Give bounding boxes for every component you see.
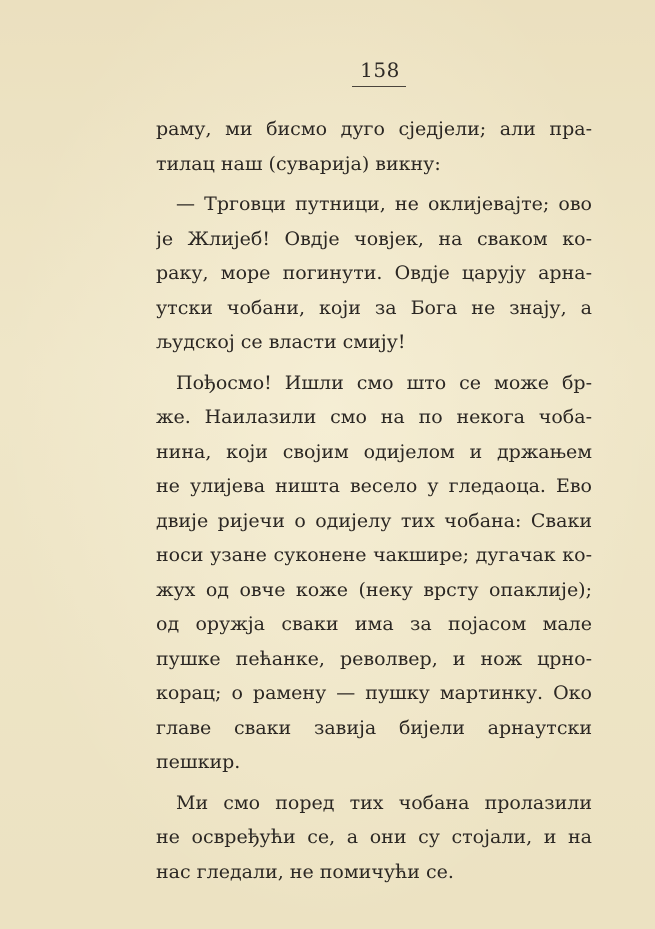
text-line: двије ријечи о одијелу тих чобана: Сваки xyxy=(156,509,592,532)
text-line: утски чобани, који за Бога не знају, а xyxy=(156,296,592,319)
text-line: пешкир. xyxy=(156,751,241,773)
text-line: од оружја сваки има за појасом мале xyxy=(156,613,592,635)
text-line: раку, море погинути. Овдје царују арна- xyxy=(156,262,592,284)
text-line: не освређући се, а они су стојали, и на xyxy=(156,826,592,848)
text-line: корац; о рамену — пушку мартинку. Око xyxy=(156,682,592,704)
text-line: нина, који својим одијелом и држањем xyxy=(156,440,592,463)
body-text xyxy=(156,112,592,889)
text-line: пушке пећанке, револвер, и нож црно- xyxy=(156,647,592,670)
text-line: главе сваки завија бијели арнаутски xyxy=(156,716,592,739)
page-number: 158 xyxy=(360,58,400,82)
text-line: Пођосмо! Ишли смо што се може бр- xyxy=(176,371,592,394)
text-line: — Трговци путници, не оклијевајте; ово xyxy=(176,193,592,215)
text-line: носи узане суконене чакшире; дугачак ко- xyxy=(156,544,592,566)
text-line: нас гледали, не помичући се. xyxy=(156,860,454,883)
text-line: људској се власти смију! xyxy=(156,331,406,353)
text-line: је Жлијеб! Овдје човјек, на сваком ко- xyxy=(156,227,592,250)
text-line: Ми смо поред тих чобана пролазили xyxy=(176,791,592,814)
text-line: же. Наилазили смо на по некога чоба- xyxy=(156,406,592,428)
page-number-rule xyxy=(352,86,406,87)
text-line: раму, ми бисмо дуго сједјели; али пра- xyxy=(156,118,592,140)
text-line: тилац наш (суварија) викну: xyxy=(156,152,441,175)
text-line: жух од овче коже (неку врсту опаклије); xyxy=(156,578,592,601)
text-line: не улијева ништа весело у гледаоца. Ево xyxy=(156,475,592,497)
